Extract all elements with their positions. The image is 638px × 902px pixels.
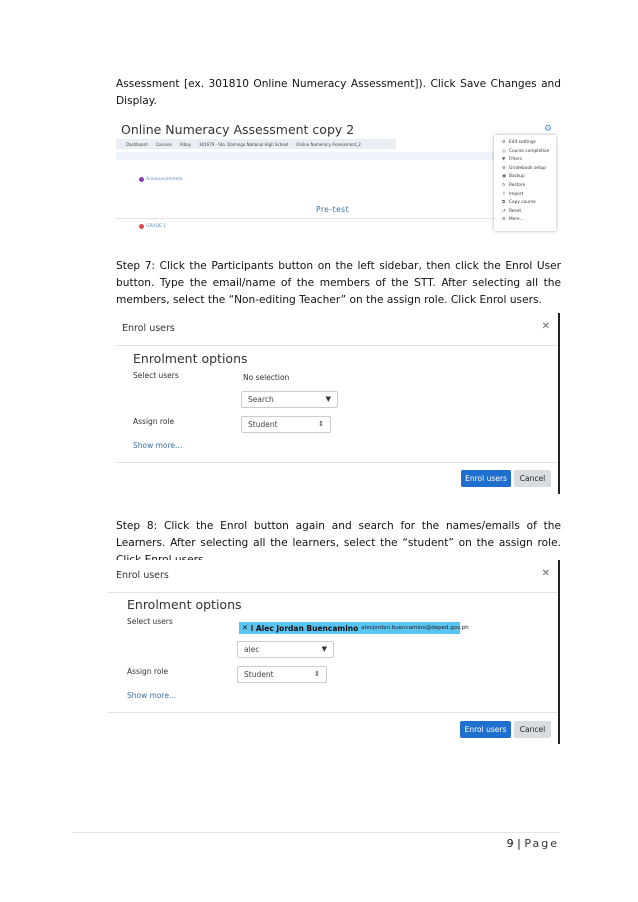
menu-item-label: Reset bbox=[509, 208, 522, 214]
selected-user-email: alecjordan.buencamino@deped.gov.ph bbox=[361, 625, 469, 631]
enrol-users-button[interactable]: Enrol users bbox=[461, 470, 511, 487]
step8-paragraph: Step 8: Click the Enrol button again and search for the names/emails of the Learners. After selecting all the learners, select the “student” on the assign role. bbox=[116, 520, 561, 549]
enrolment-options-title: Enrolment options bbox=[127, 597, 242, 612]
reset-icon: ↺ bbox=[502, 208, 506, 214]
search-input-value: Search bbox=[248, 395, 274, 404]
page-number bbox=[507, 837, 559, 850]
show-more-link[interactable]: Show more... bbox=[133, 441, 183, 450]
modal-title: Enrol users bbox=[116, 570, 169, 581]
enrol-users-modal bbox=[116, 313, 560, 494]
grade-label: GRADE 1 bbox=[146, 224, 167, 229]
enrolment-options-title: Enrolment options bbox=[133, 351, 248, 366]
section-band bbox=[116, 152, 494, 160]
select-users-label: Select users bbox=[133, 371, 179, 380]
enrol-users-modal bbox=[108, 560, 560, 744]
menu-item-label: Edit settings bbox=[509, 140, 536, 145]
menu-item-label: Filters bbox=[509, 157, 522, 163]
caret-down-icon: ▼ bbox=[321, 645, 327, 653]
assign-role-label: Assign role bbox=[133, 417, 175, 426]
menu-item-label: Import bbox=[509, 191, 524, 197]
menu-item-label: Course completion bbox=[509, 148, 550, 154]
breadcrumb-item[interactable]: Albay bbox=[179, 141, 191, 147]
breadcrumb-item[interactable]: Dashboard bbox=[126, 141, 148, 147]
assign-role-select[interactable] bbox=[241, 416, 331, 433]
import-icon: ⇧ bbox=[502, 191, 506, 197]
select-arrows-icon: ⇕ bbox=[314, 670, 320, 678]
page-label: Page bbox=[524, 837, 559, 850]
search-input[interactable] bbox=[237, 641, 334, 658]
forum-icon bbox=[139, 177, 144, 182]
intro-paragraph: Assessment [ex. 301810 Online Numeracy Assessment]). Click Save Changes and Display. bbox=[116, 78, 561, 107]
menu-item-gradebook-setup[interactable] bbox=[502, 165, 556, 174]
select-users-label: Select users bbox=[127, 617, 173, 626]
remove-icon[interactable]: ✕ bbox=[242, 624, 248, 632]
breadcrumb-item[interactable]: 301679 - Sto. Domingo National High School bbox=[198, 141, 289, 147]
menu-item-course-completion[interactable] bbox=[502, 148, 556, 157]
filter-icon: ▼ bbox=[502, 157, 506, 163]
backup-icon: ▣ bbox=[502, 174, 507, 180]
menu-item-label: Gradebook setup bbox=[509, 165, 546, 171]
footer-divider bbox=[72, 832, 560, 833]
select-arrows-icon: ⇕ bbox=[318, 420, 324, 428]
enrol-users-button[interactable]: Enrol users bbox=[460, 721, 511, 738]
modal-title: Enrol users bbox=[122, 323, 175, 334]
assign-role-label: Assign role bbox=[127, 667, 169, 676]
page-number-value: 9 bbox=[506, 837, 514, 850]
course-admin-menu bbox=[494, 135, 556, 231]
modal-header bbox=[108, 560, 558, 593]
menu-item-more[interactable] bbox=[502, 216, 556, 225]
menu-item-backup[interactable] bbox=[502, 173, 556, 182]
menu-item-reset[interactable] bbox=[502, 208, 556, 217]
page-number-separator: | bbox=[517, 837, 521, 850]
checkbox-icon bbox=[251, 625, 253, 631]
section-title-pretest: Pre-test bbox=[316, 205, 350, 214]
breadcrumb-item[interactable]: Courses bbox=[155, 141, 172, 147]
menu-item-edit-settings[interactable] bbox=[502, 139, 556, 148]
cancel-button[interactable]: Cancel bbox=[514, 721, 551, 738]
check-icon: ◎ bbox=[502, 148, 506, 154]
menu-item-label: Backup bbox=[509, 174, 525, 180]
divider bbox=[116, 218, 494, 219]
search-input[interactable] bbox=[241, 391, 338, 408]
announcements-link[interactable] bbox=[139, 177, 183, 182]
menu-item-label: Copy course bbox=[509, 200, 536, 206]
gear-icon: ⚙ bbox=[502, 217, 506, 223]
menu-item-label: More... bbox=[509, 217, 524, 223]
no-selection-text: No selection bbox=[243, 373, 290, 382]
selected-user-name: Alec Jordan Buencamino bbox=[255, 623, 359, 633]
assign-role-select[interactable] bbox=[237, 666, 327, 683]
show-more-link[interactable]: Show more... bbox=[127, 691, 177, 700]
course-title: Online Numeracy Assessment copy 2 bbox=[121, 122, 355, 137]
copy-icon: ⧉ bbox=[502, 200, 506, 206]
caret-down-icon: ▼ bbox=[325, 395, 331, 403]
grade-link[interactable] bbox=[139, 224, 166, 229]
assign-role-value: Student bbox=[248, 420, 278, 429]
modal-header bbox=[116, 313, 558, 346]
gear-icon[interactable]: ⚙ bbox=[544, 124, 553, 134]
menu-item-filters[interactable] bbox=[502, 156, 556, 165]
menu-item-copy-course[interactable] bbox=[502, 199, 556, 208]
modal-footer-divider bbox=[116, 462, 558, 463]
menu-item-restore[interactable] bbox=[502, 182, 556, 191]
search-input-value: alec bbox=[244, 645, 260, 654]
restore-icon: ↻ bbox=[502, 182, 506, 188]
close-icon[interactable]: ✕ bbox=[541, 568, 550, 579]
quiz-icon bbox=[139, 224, 144, 229]
menu-item-import[interactable] bbox=[502, 191, 556, 200]
menu-item-label: Restore bbox=[509, 182, 526, 188]
selected-user-tag[interactable] bbox=[239, 622, 469, 634]
breadcrumb bbox=[116, 139, 396, 149]
breadcrumb-item[interactable]: Online Numeracy Assessment_2 bbox=[296, 141, 361, 147]
assign-role-value: Student bbox=[244, 670, 274, 679]
modal-footer-divider bbox=[108, 712, 558, 713]
course-page-screenshot bbox=[116, 117, 558, 237]
close-icon[interactable]: ✕ bbox=[541, 321, 550, 332]
step7-paragraph: Step 7: Click the Participants button on the left sidebar, then click the Enrol User button. Type the email/name of the members of the STT. After selecting all the members, select the “Non-editing Teacher” on the assign role. Click Enrol users. bbox=[116, 260, 561, 306]
announcements-label: Announcements bbox=[146, 177, 183, 182]
cancel-button[interactable]: Cancel bbox=[514, 470, 551, 487]
gear-icon: ⚙ bbox=[502, 165, 506, 171]
gear-icon: ⚙ bbox=[502, 140, 506, 145]
